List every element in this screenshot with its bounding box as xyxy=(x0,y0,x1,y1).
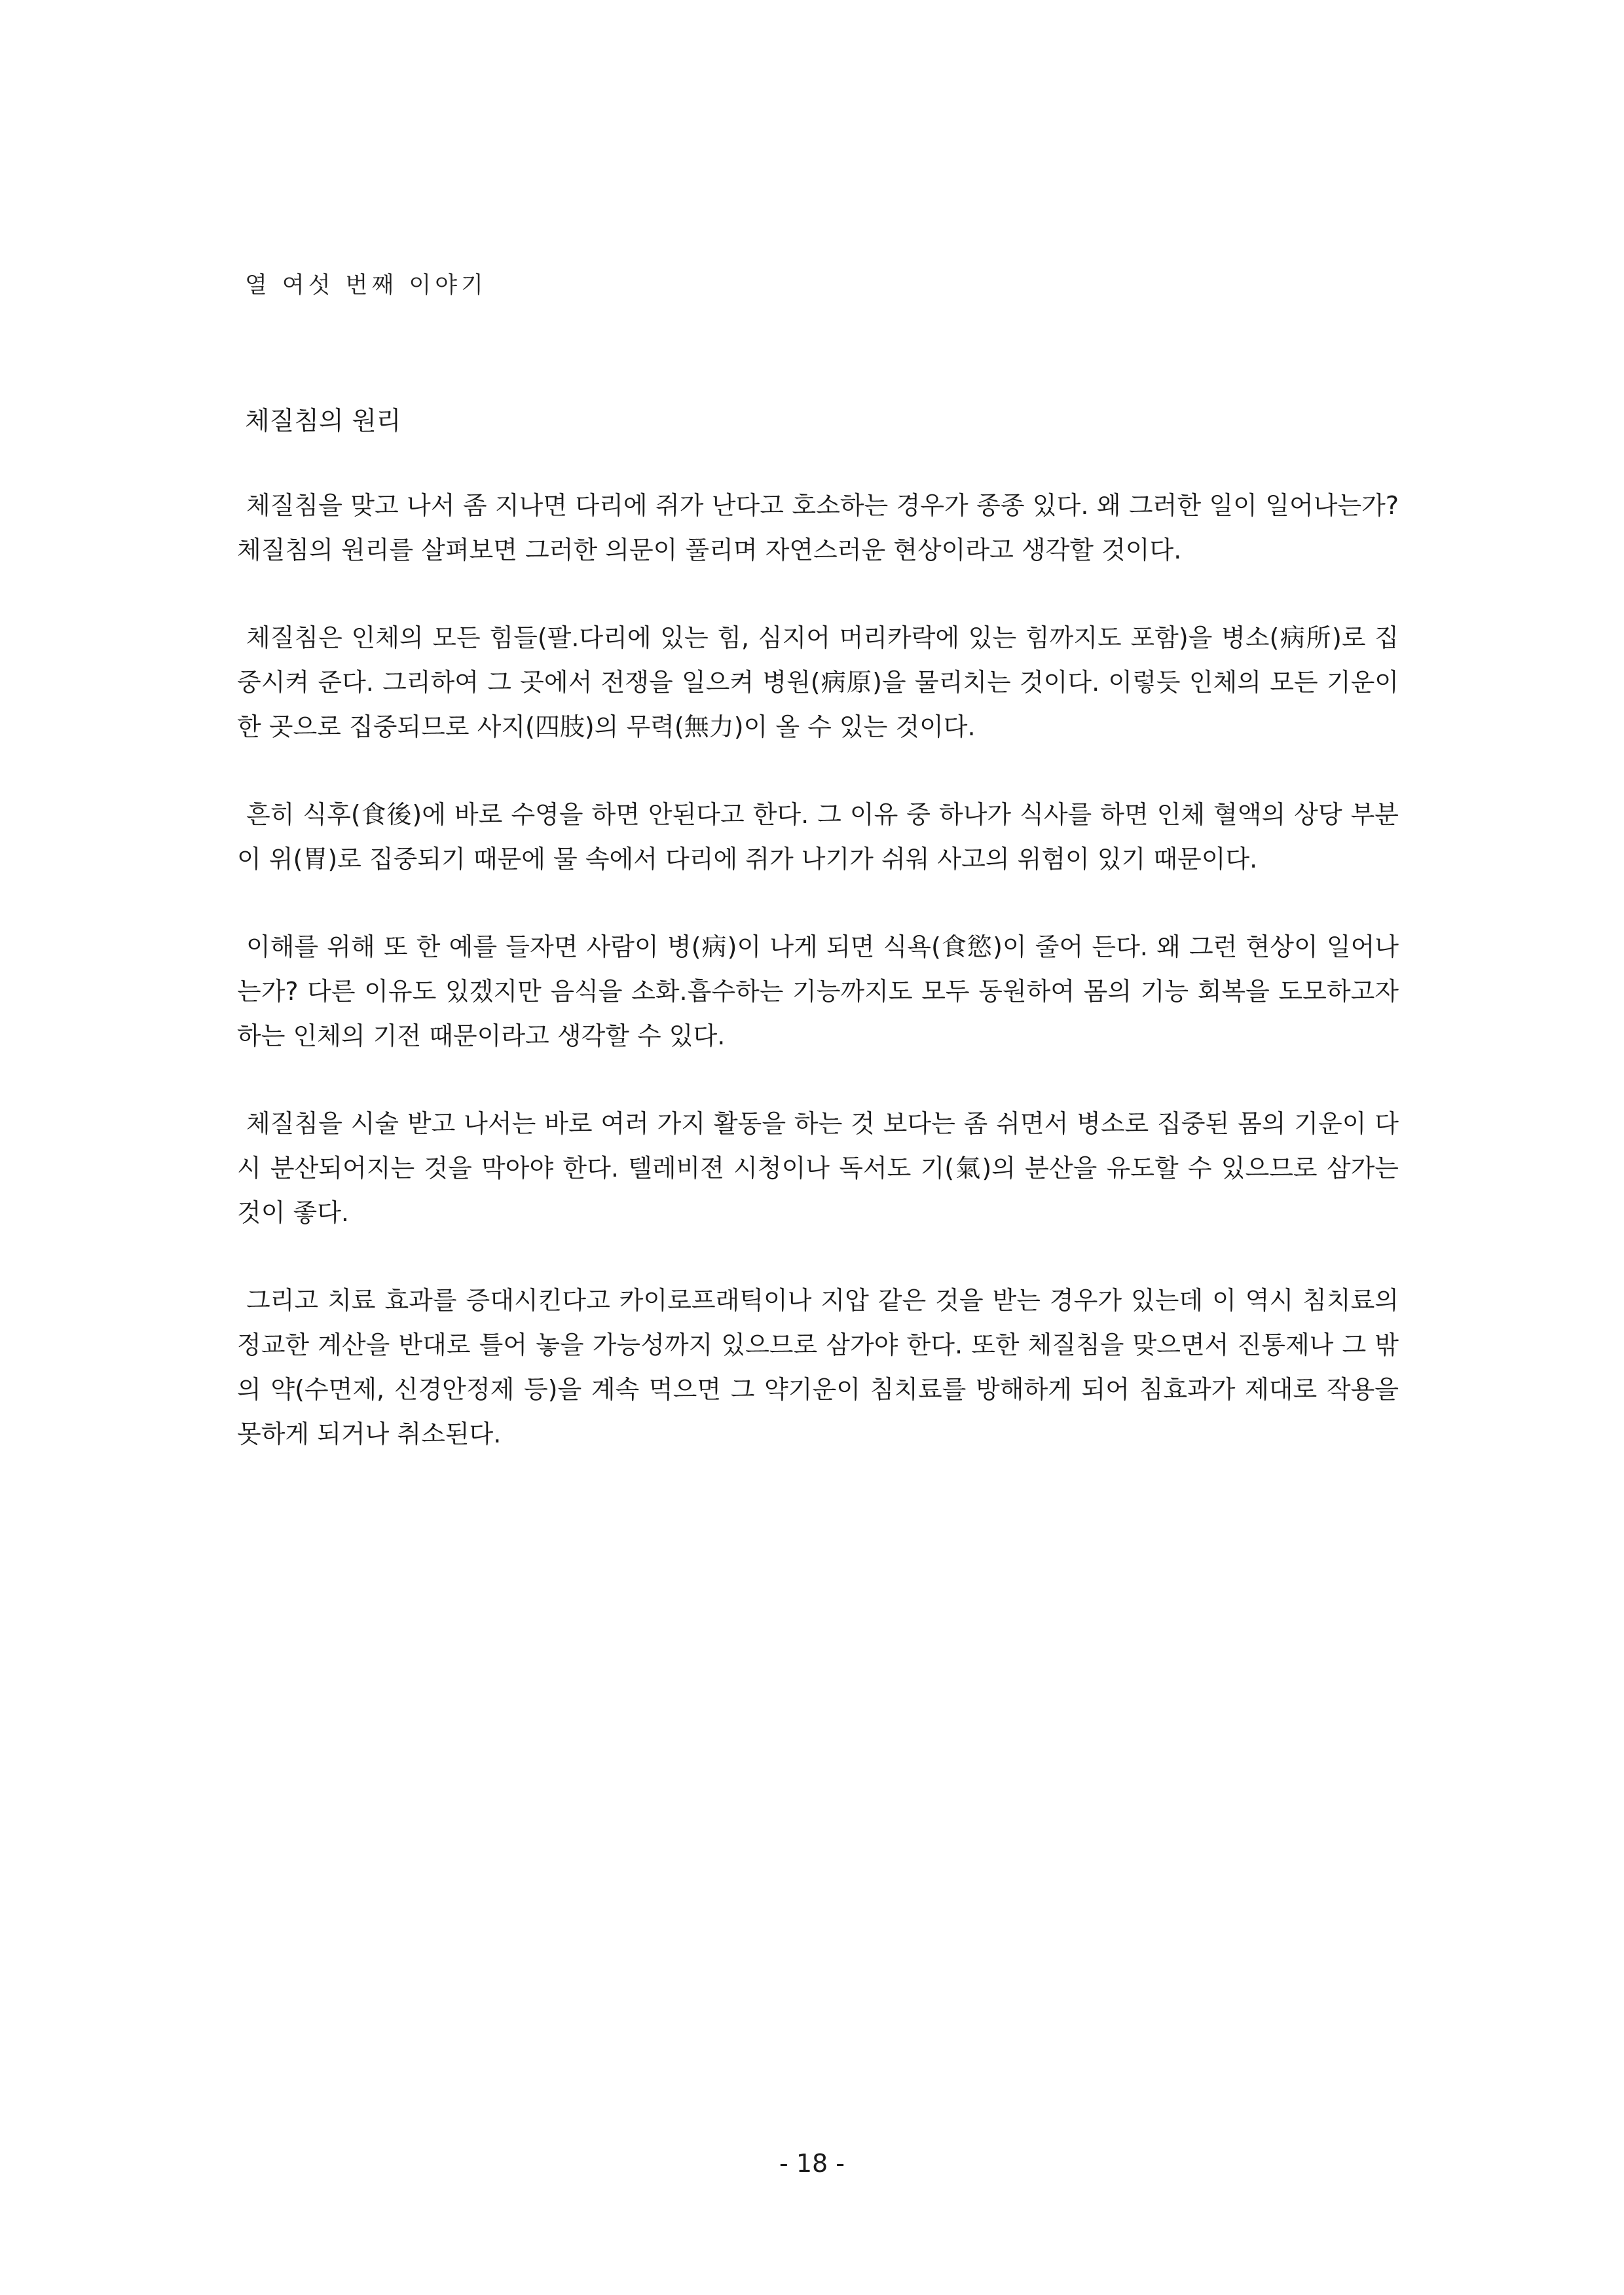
paragraph-4: 이해를 위해 또 한 예를 들자면 사람이 병(病)이 나게 되면 식욕(食慾)이 줄어 든다. 왜 그런 현상이 일어나는가? 다른 이유도 있겠지만 음식을 소화.흡수하는 기능까지도 모두 동원하여 몸의 기능 회복을 도모하고자 하는 인체의 기전 때문이라고 생각할 수 있다. xyxy=(237,932,1399,1050)
body-text xyxy=(237,483,1399,1499)
section-heading: 체질침의 원리 xyxy=(245,407,401,436)
page-number: - 18 - xyxy=(779,2149,845,2178)
paragraph-1: 체질침을 맞고 나서 좀 지나면 다리에 쥐가 난다고 호소하는 경우가 종종 있다. 왜 그러한 일이 일어나는가? 체질침의 원리를 살펴보면 그러한 의문이 풀리며 자연스러운 현상이라고 생각할 것이다. xyxy=(237,491,1399,564)
paragraph-3: 흔히 식후(食後)에 바로 수영을 하면 안된다고 한다. 그 이유 중 하나가 식사를 하면 인체 혈액의 상당 부분이 위(胃)로 집중되기 때문에 물 속에서 다리에 쥐가 나기가 쉬워 사고의 위험이 있기 때문이다. xyxy=(237,800,1399,873)
paragraph-2: 체질침은 인체의 모든 힘들(팔.다리에 있는 힘, 심지어 머리카락에 있는 힘까지도 포함)을 병소(病所)로 집중시켜 준다. 그리하여 그 곳에서 전쟁을 일으켜 병원(病原)을 물리치는 것이다. 이렇듯 인체의 모든 기운이 한 곳으로 집중되므로 사지(四肢)의 무력(無力)이 올 수 있는 것이다. xyxy=(237,623,1399,741)
chapter-title: 열 여섯 번째 이야기 xyxy=(245,272,487,299)
paragraph-6: 그리고 치료 효과를 증대시킨다고 카이로프래틱이나 지압 같은 것을 받는 경우가 있는데 이 역시 침치료의 정교한 계산을 반대로 틀어 놓을 가능성까지 있으므로 삼가야 한다. 또한 체질침을 맞으면서 진통제나 그 밖의 약(수면제, 신경안정제 등)을 계속 먹으면 그 약기운이 침치료를 방해하게 되어 침효과가 제대로 작용을 못하게 되거나 취소된다. xyxy=(237,1286,1399,1448)
paragraph-5: 체질침을 시술 받고 나서는 바로 여러 가지 활동을 하는 것 보다는 좀 쉬면서 병소로 집중된 몸의 기운이 다시 분산되어지는 것을 막아야 한다. 텔레비젼 시청이나 독서도 기(氣)의 분산을 유도할 수 있으므로 삼가는 것이 좋다. xyxy=(237,1109,1399,1227)
